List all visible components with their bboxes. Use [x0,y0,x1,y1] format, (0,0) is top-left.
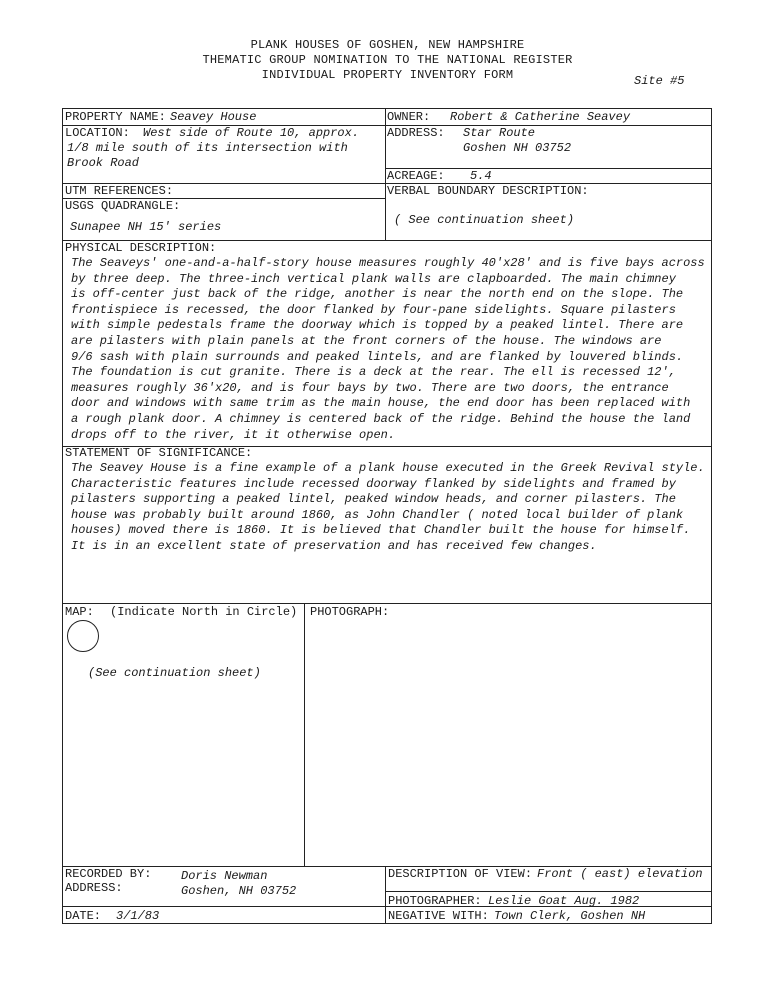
usgs-quadrangle-value: Sunapee NH 15' series [70,220,222,234]
physical-line: door and windows with same trim as the main house, the end door has been replaced with [71,396,691,411]
description-of-view-value: Front ( east) elevation [537,867,703,881]
physical-line: are pilasters with plain panels at the front corners of the house. The windows are [71,333,662,348]
photograph-label: PHOTOGRAPH: [310,605,390,619]
physical-line: The Seaveys' one-and-a-half-story house measures roughly 40'x28' and is five bays across [71,256,705,270]
physical-line: with simple pedestals frame the doorway which is topped by a peaked lintel. There are [71,318,684,333]
physical-line: is off-center just back of the ridge, another is near the north end on the slope. The [71,287,684,302]
acreage-value: 5.4 [470,169,492,183]
photographer-label: PHOTOGRAPHER: [388,894,482,908]
usgs-quadrangle-label: USGS QUADRANGLE: [65,199,181,213]
recorder-address-label: ADDRESS: [65,881,123,895]
significance-label: STATEMENT OF SIGNIFICANCE: [65,446,253,460]
significance-line: Characteristic features include recessed doorway flanked by sidelights and framed by [71,476,676,491]
physical-line: 9/6 sash with plain surrounds and peaked lintels, and are flanked by louvered blinds. [71,349,684,364]
north-circle [67,620,99,652]
map-label: MAP: [65,605,94,619]
recorder-address-value: Goshen, NH 03752 [181,884,297,898]
recorded-by-value: Doris Newman [181,869,268,883]
location-line-3: Brook Road [67,156,140,170]
date-label: DATE: [65,909,102,923]
form-title-line-3: INDIVIDUAL PROPERTY INVENTORY FORM [261,68,514,82]
significance-text [71,461,711,555]
physical-line: drops off to the river, it it otherwise open. [71,427,396,442]
significance-line: houses) moved there is 1860. It is believed that Chandler built the house for himself. [71,523,691,538]
physical-line: measures roughly 36'x20, and is four bays by two. There are two doors, the entrance [71,380,669,395]
physical-line: frontispiece is recessed, the door flanked by four-pane sidelights. Square pilasters [71,302,676,317]
property-name-label: PROPERTY NAME: [65,110,166,124]
property-name-value: Seavey House [170,110,257,124]
form-title-line-1: PLANK HOUSES OF GOSHEN, NEW HAMPSHIRE [250,38,525,52]
map-instruction: (Indicate North in Circle) [110,605,298,619]
significance-line: pilasters supporting a peaked lintel, peaked window heads, and corner pilasters. The [71,492,676,507]
map-note: (See continuation sheet) [88,666,261,680]
address-line-2: Goshen NH 03752 [463,141,572,155]
physical-line: The foundation is cut granite. There is a deck at the rear. The ell is recessed 12', [71,365,676,380]
negative-with-label: NEGATIVE WITH: [388,909,489,923]
physical-line: a rough plank door. A chimney is centered back of the ridge. Behind the house the land [71,411,691,426]
location-line-1: West side of Route 10, approx. [143,126,360,140]
owner-value: Robert & Catherine Seavey [450,110,631,124]
utm-references-label: UTM REFERENCES: [65,184,174,198]
significance-line: It is in an excellent state of preservation and has received few changes. [71,538,597,553]
physical-line: by three deep. The three-inch vertical plank walls are clapboarded. The main chimney [71,271,676,286]
negative-with-value: Town Clerk, Goshen NH [494,909,646,923]
site-number: Site #5 [634,74,685,88]
location-line-2: 1/8 mile south of its intersection with [67,141,348,155]
significance-line: house was probably built around 1860, as John Chandler ( noted local builder of plank [71,507,684,522]
address-label: ADDRESS: [387,126,445,140]
owner-label: OWNER: [387,110,431,124]
photographer-value: Leslie Goat Aug. 1982 [488,894,640,908]
verbal-boundary-label: VERBAL BOUNDARY DESCRIPTION: [387,184,589,198]
form-title-line-2: THEMATIC GROUP NOMINATION TO THE NATIONAL REGISTER [202,53,573,67]
date-value: 3/1/83 [116,909,160,923]
verbal-boundary-value: ( See continuation sheet) [394,213,575,227]
description-of-view-label: DESCRIPTION OF VIEW: [388,867,533,881]
physical-description-label: PHYSICAL DESCRIPTION: [65,241,217,255]
physical-description-text [71,256,711,443]
location-label: LOCATION: [65,126,130,140]
recorded-by-label: RECORDED BY: [65,867,152,881]
significance-line: The Seavey House is a fine example of a plank house executed in the Greek Revival style. [71,461,705,475]
acreage-label: ACREAGE: [387,169,445,183]
address-line-1: Star Route [463,126,536,140]
